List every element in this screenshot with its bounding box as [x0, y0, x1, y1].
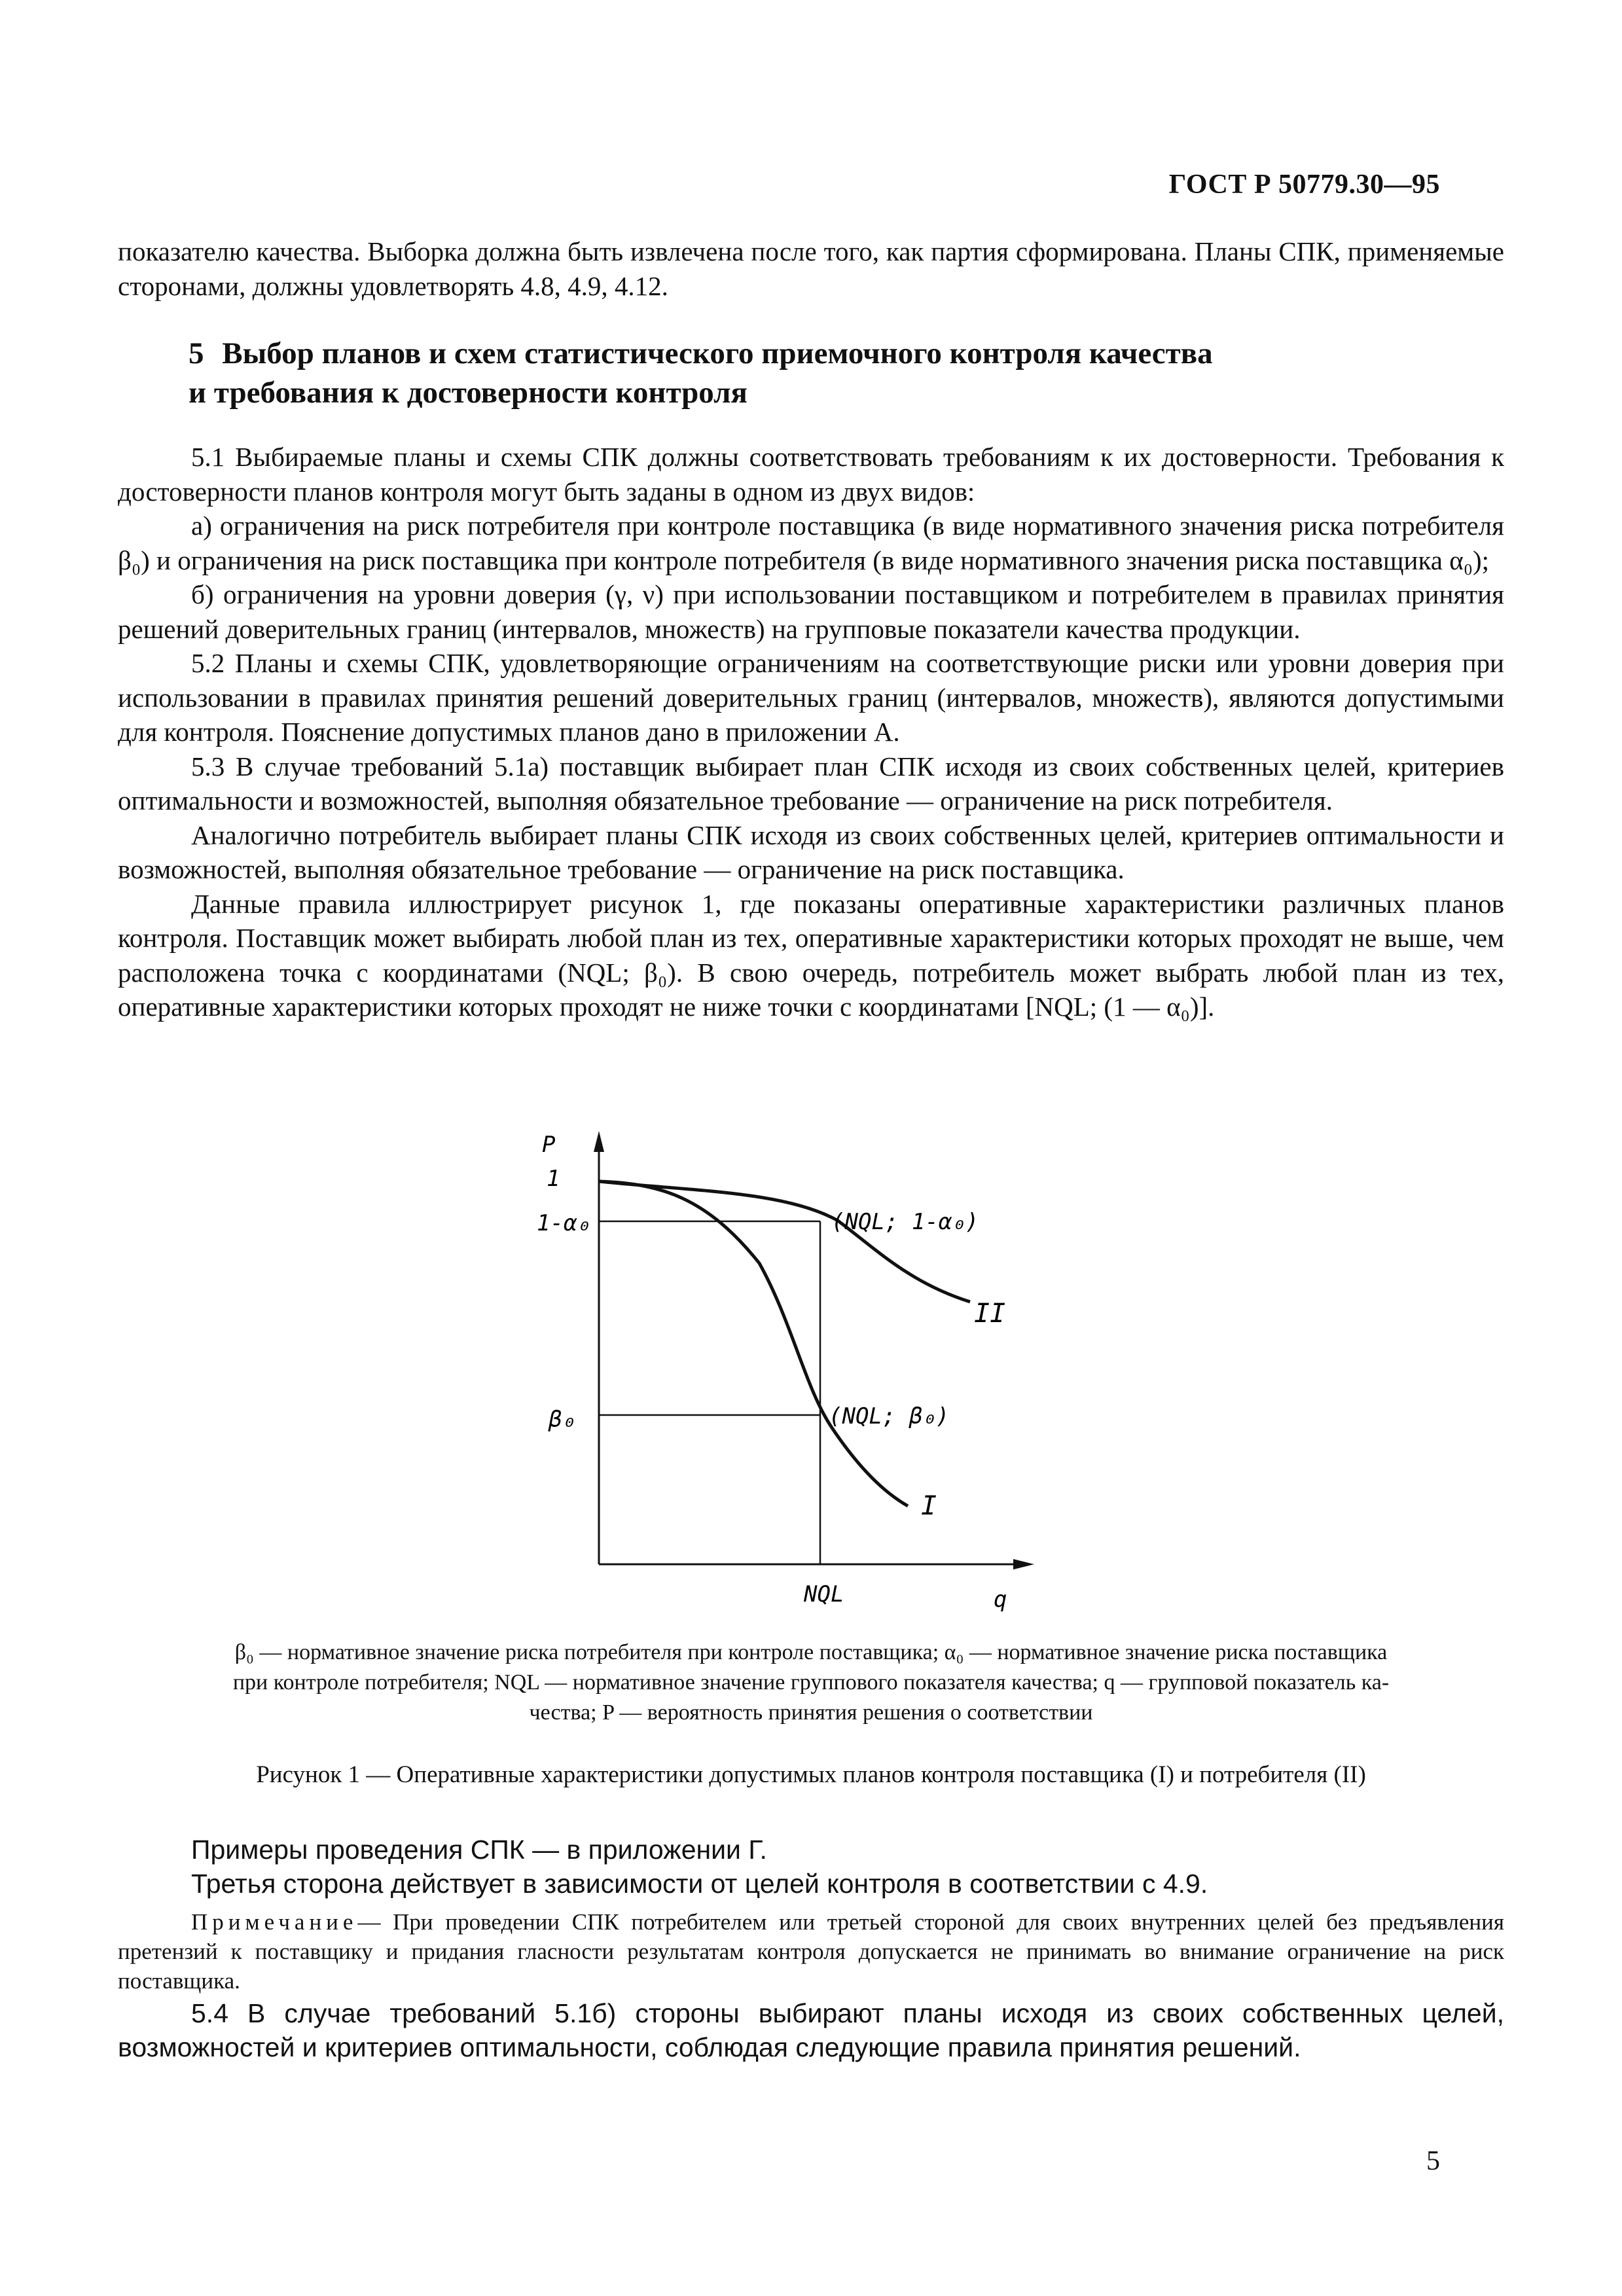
point-upper-label: (NQL; 1-α₀): [831, 1209, 979, 1235]
intro-text: показателю качества. Выборка должна быть извлечена после того, как партия сформирована. Планы СПК, применяемые сторонами, должны удовлетворять 4.8, 4.9, 4.12.: [118, 236, 1504, 301]
paragraph-5-1: 5.1 Выбираемые планы и схемы СПК должны соответствовать требованиям к их достоверности. Требования к достоверности планов контроля могут быть заданы в одном из двух видов:: [118, 442, 1504, 507]
note-paragraph: [118, 1907, 1504, 1996]
figure-legend: [118, 1638, 1504, 1728]
y-axis-label: P: [542, 1132, 556, 1158]
legend-line-1: β₀ — нормативное значение риска потребителя при контроле поставщика; α₀ — нормативное значение риска поставщика: [234, 1640, 1388, 1664]
paragraph-5-4: 5.4 В случае требований 5.1б) стороны выбирают планы исходя из своих собственных целей, возможностей и критериев оптимальности, соблюдая следующие правила принятия решений.: [118, 1998, 1504, 2062]
note-text: — При проведении СПК потребителем или третьей стороной для своих внутренних целей без предъявления претензий к поставщику и придания гласности результатам контроля допускается не принимать во внимание ограничение на риск поставщика.: [118, 1909, 1504, 1994]
curve-ii-label: II: [974, 1299, 1006, 1329]
legend-line-3: чества; P — вероятность принятия решения о соответствии: [529, 1700, 1093, 1725]
figure-caption: Рисунок 1 — Оперативные характеристики допустимых планов контроля поставщика (I) и потребителя (II): [256, 1761, 1366, 1788]
section-title-line1: Выбор планов и схем статистического приемочного контроля качества: [222, 336, 1213, 370]
paragraph-5-1b: б) ограничения на уровни доверия (γ, ν) при использовании поставщиком и потребителем в правилах принятия решений доверительных границ (интервалов, множеств) на групповые показатели качества продукции.: [118, 579, 1504, 644]
document-header: ГОСТ Р 50779.30—95: [1168, 170, 1440, 200]
figure-oc-curves: [511, 1126, 1067, 1623]
section-body: [118, 440, 1504, 1024]
x-tick-nql: NQL: [804, 1581, 844, 1607]
after-figure-text: [118, 1833, 1504, 1901]
x-axis-label: q: [994, 1587, 1007, 1613]
paragraph-5-3b: Аналогично потребитель выбирает планы СПК исходя из своих собственных целей, критериев оптимальности и возможностей, выполняя обязательное требование — ограничение на риск поставщика.: [118, 819, 1504, 884]
curve-i-label: I: [921, 1491, 937, 1521]
paragraph-5-4-block: [118, 1996, 1504, 2064]
note-label: Примечание: [191, 1909, 358, 1935]
legend-line-2: при контроле потребителя; NQL — нормативное значение группового показателя качества; q — групповой показатель ка-: [232, 1670, 1390, 1695]
x-axis-arrow: [1013, 1559, 1034, 1570]
y-tick-beta: β₀: [549, 1407, 575, 1433]
page-number: 5: [1426, 2146, 1440, 2176]
third-party-line: Третья сторона действует в зависимости от целей контроля в соответствии с 4.9.: [191, 1869, 1208, 1899]
note-block: [118, 1907, 1504, 1996]
y-axis-arrow: [594, 1131, 604, 1152]
section-heading: [189, 334, 1432, 412]
section-title-line2: и требования к достоверности контроля: [189, 376, 748, 410]
section-number: 5: [189, 336, 204, 370]
paragraph-5-2: 5.2 Планы и схемы СПК, удовлетворяющие ограничениям на соответствующие риски или уровни доверия при использовании в правилах принятия решений доверительных границ (интервалов, множеств), являются допустимыми для контроля. Пояснение допустимых планов дано в приложении А.: [118, 648, 1504, 747]
paragraph-5-3c: Данные правила иллюстрирует рисунок 1, где показаны оперативные характеристики различных планов контроля. Поставщик может выбирать любой план из тех, оперативные характеристики которых проходят не выше, чем расположена точка с координатами (NQL; β₀). В свою очередь, потребитель может выбрать любой план из тех, оперативные характеристики которых проходят не ниже точки с координатами [NQL; (1 — α₀)].: [118, 888, 1504, 1022]
examples-line: Примеры проведения СПК — в приложении Г.: [191, 1835, 767, 1865]
point-lower-label: (NQL; β₀): [829, 1403, 950, 1429]
intro-paragraph: [118, 234, 1504, 303]
y-tick-alpha: 1-α₀: [537, 1210, 590, 1236]
y-tick-one: 1: [547, 1166, 560, 1192]
paragraph-5-3: 5.3 В случае требований 5.1а) поставщик выбирает план СПК исходя из своих собственных целей, критериев оптимальности и возможностей, выполняя обязательное требование — ограничение на риск потребителя.: [118, 751, 1504, 816]
paragraph-5-1a: а) ограничения на риск потребителя при контроле поставщика (в виде нормативного значения риска потребителя β₀) и ограничения на риск поставщика при контроле потребителя (в виде нормативного значения риска поставщика α₀);: [118, 511, 1504, 575]
curve-ii-line: [599, 1181, 970, 1302]
